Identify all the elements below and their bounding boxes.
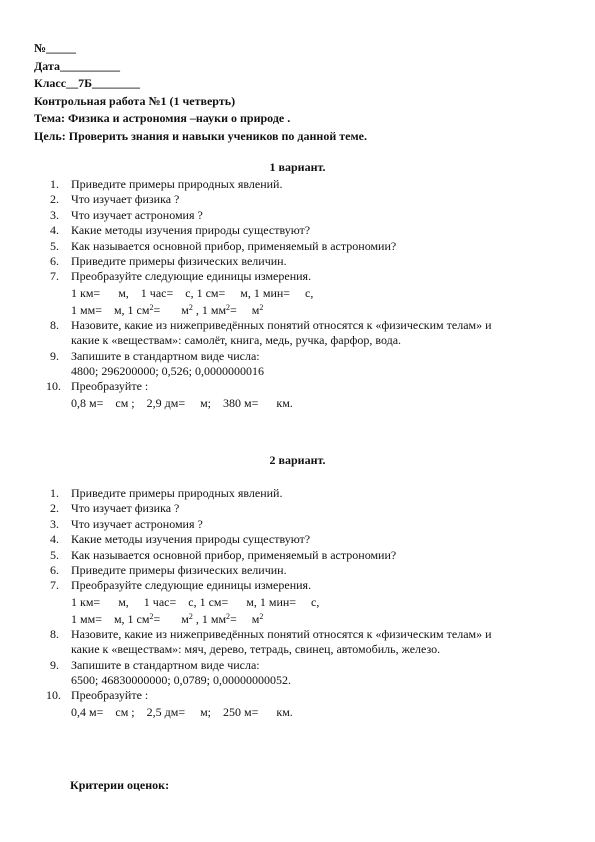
v2-question-3: 3. Что изучает астрономия ? [50, 516, 203, 531]
v1-question-9: 9. Запишите в стандартном виде числа: [50, 348, 260, 363]
v2-question-8-cont: какие к «веществам»: мяч, дерево, тетрадь, свинец, автомобиль, железо. [71, 642, 441, 657]
v1-units-row-2: 1 мм= м, 1 $см^2=$ $м^2$ , 1 $мм^2=$ $м^2$ [71, 302, 264, 317]
grading-criteria-heading: Критерии оценок: [70, 778, 170, 792]
number-line: №_____ [34, 41, 77, 55]
v2-units-row-1: 1 км= м, 1 час= с, 1 см= м, 1 мин= с, [71, 594, 320, 609]
v2-question-9-cont: 6500; 46830000000; 0,0789; 0,00000000052. [71, 673, 292, 688]
test-title: Контрольная работа №1 (1 четверть) [34, 93, 236, 108]
v2-question-10: 10. Преобразуйте : [46, 688, 149, 703]
v2-question-1: 1. Приведите примеры природных явлений. [50, 486, 283, 500]
goal-line: Цель: Проверить знания и навыки учеников по данной теме. [34, 128, 367, 143]
v1-units-row-1: 1 км= м, 1 час= с, 1 см= м, 1 мин= с, [71, 285, 314, 300]
v1-question-4: 4. Какие методы изучения природы существуют? [50, 223, 311, 238]
v1-question-9-cont: 4800; 296200000; 0,526; 0,0000000016 [71, 364, 265, 379]
variant2-title: 2 вариант. [269, 453, 326, 467]
v2-units-row-2: 1 мм= м, 1 $см^2=$ $м^2$ , 1 $мм^2=$ $м^2$ [71, 611, 264, 626]
v2-question-8: 8. Назовите, какие из нижеприведённых понятий относятся к «физическим телам» и [50, 626, 492, 641]
variant1-questions [46, 177, 570, 412]
v1-question-3: 3. Что изучает астрономия ? [50, 207, 203, 222]
variant1-title: 1 вариант. [269, 160, 326, 174]
v2-question-9: 9. Запишите в стандартном виде числа: [50, 657, 260, 672]
v1-question-6: 6. Приведите примеры физических величин. [50, 254, 287, 269]
v1-question-8-cont: какие к «веществам»: самолёт, книга, медь, ручка, фарфор, вода. [71, 333, 402, 348]
topic-line: Тема: Физика и астрономия –науки о природе . [34, 111, 291, 125]
v2-question-4: 4. Какие методы изучения природы существуют? [50, 532, 311, 547]
v2-question-5: 5. Как называется основной прибор, применяемый в астрономии? [50, 547, 397, 562]
variant2-questions [46, 486, 570, 721]
class-line: Класс__7Б________ [34, 76, 141, 90]
v2-question-10-cont: 0,4 м= см ; 2,5 дм= м; 250 м= км. [71, 704, 293, 719]
v1-question-10: 10. Преобразуйте : [46, 379, 149, 394]
v1-question-5: 5. Как называется основной прибор, применяемый в астрономии? [50, 238, 397, 253]
worksheet-header [34, 40, 574, 145]
v2-question-7: 7. Преобразуйте следующие единицы измерения. [50, 578, 312, 593]
v1-question-7: 7. Преобразуйте следующие единицы измерения. [50, 269, 312, 284]
v2-question-2: 2. Что изучает физика ? [50, 501, 180, 516]
v1-question-1: 1. Приведите примеры природных явлений. [50, 177, 283, 191]
v1-question-8: 8. Назовите, какие из нижеприведённых понятий относятся к «физическим телам» и [50, 317, 492, 332]
date-line: Дата__________ [34, 58, 120, 73]
v2-question-6: 6. Приведите примеры физических величин. [50, 563, 287, 578]
v1-question-2: 2. Что изучает физика ? [50, 192, 180, 207]
v1-question-10-cont: 0,8 м= см ; 2,9 дм= м; 380 м= км. [71, 395, 293, 410]
